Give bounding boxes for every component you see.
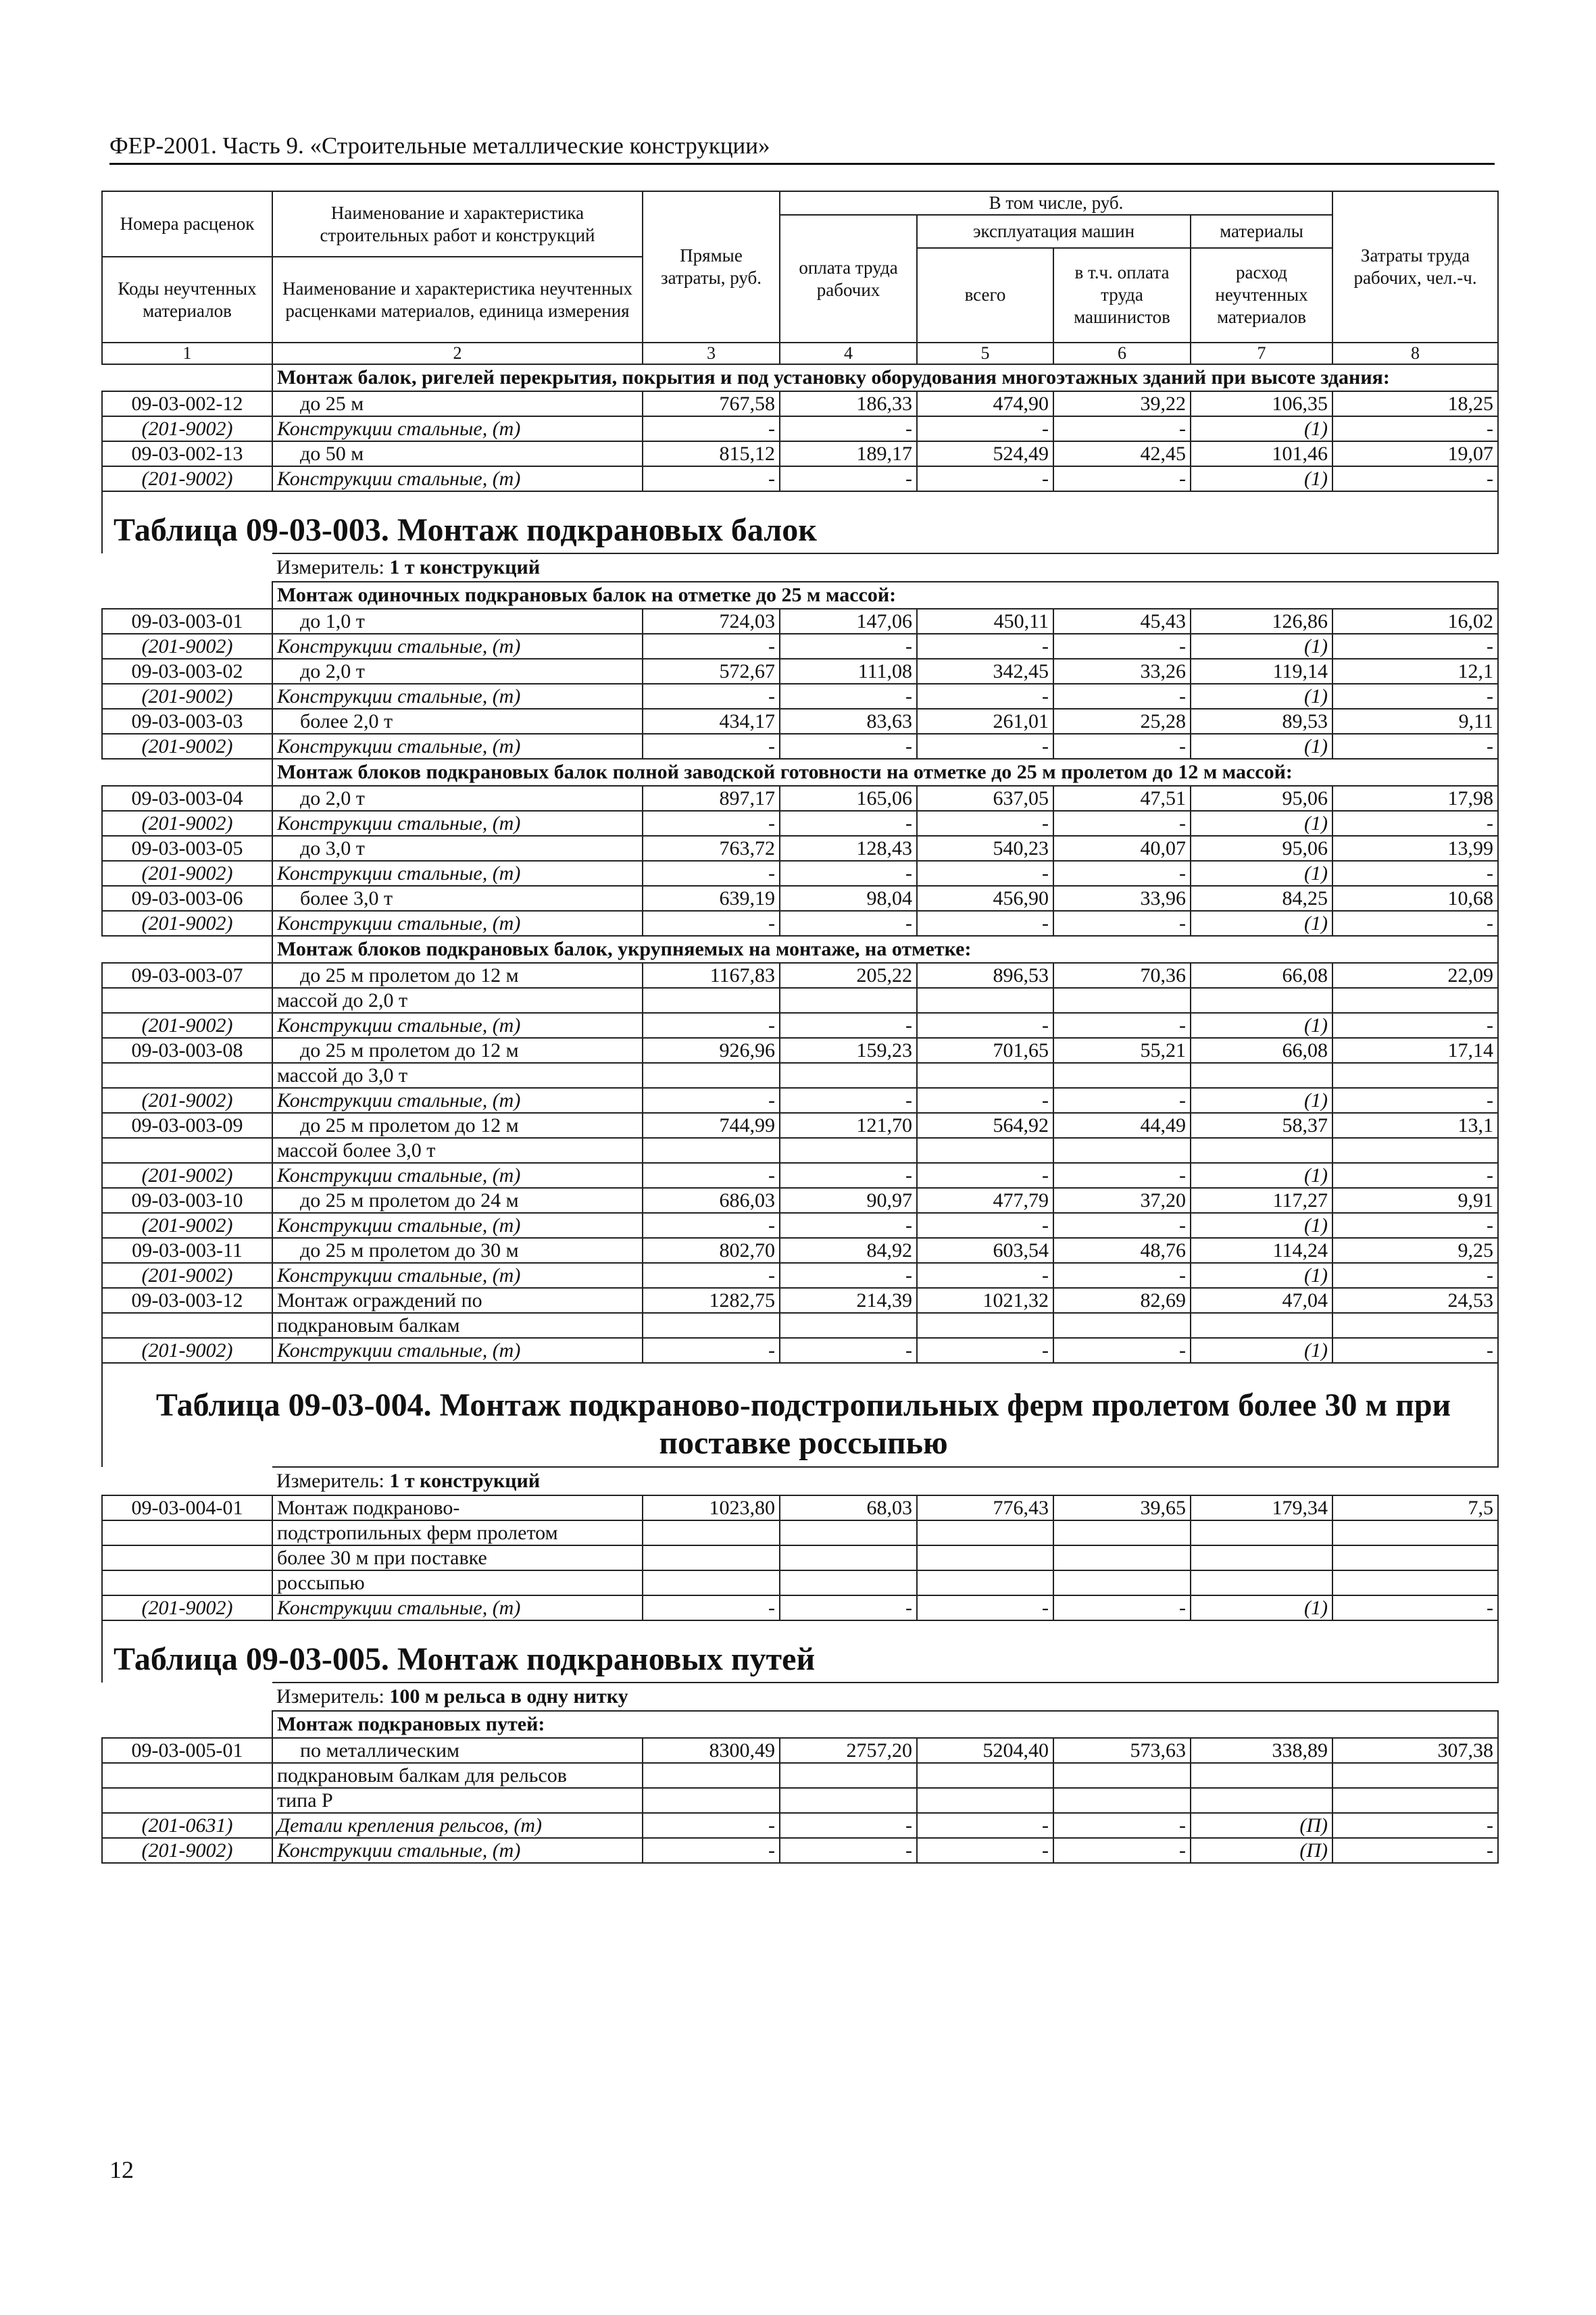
header-row bbox=[102, 191, 1498, 215]
material-row: (201-0631) Детали крепления рельсов, (т) - - - - (П) - bbox=[102, 1813, 1498, 1838]
table-004-measure: Измеритель: 1 т конструкций bbox=[272, 1467, 1498, 1495]
section-heading: Монтаж блоков подкрановых балок полной заводской готовности на отметке до 25 м пролетом до 12 м массой: bbox=[272, 759, 1498, 786]
table-row: 09-03-004-01 Монтаж подкраново- 1023,80 68,03 776,43 39,65 179,34 7,5 bbox=[102, 1495, 1498, 1520]
material-row: (201-9002) Конструкции стальные, (т) - - - - (1) - bbox=[102, 1013, 1498, 1038]
col-direct-header: Прямые затраты, руб. bbox=[643, 191, 780, 343]
table-row: 09-03-003-06 более 3,0 т 639,19 98,04 456,90 33,96 84,25 10,68 bbox=[102, 886, 1498, 911]
material-row: (201-9002) Конструкции стальные, (т) - - - - (1) - bbox=[102, 1163, 1498, 1188]
material-row: (201-9002) Конструкции стальные, (т) - - - - (1) - bbox=[102, 861, 1498, 886]
table-003-measure: Измеритель: 1 т конструкций bbox=[272, 553, 1498, 582]
rates-table: Номера расценок Наименование и характеристика строительных работ и конструкций Прямые затраты, руб. В том числе, руб. Затраты труда рабочих, чел.-ч. оплата труда рабочих эксплуатация машин материалы всего в т.ч. оплата труда машинистов расход неучтенных материалов Коды неучтенных материалов Наименование и характеристика неучтенных расценками материалов, единица измерения 1 2 3 4 5 6 7 8 Монтаж балок, ригелей перекрытия, покрытия и под установку оборудования многоэтажных зданий при высоте здания: 09-03-002-12 до 25 м 767,58 186,33 474,90 39,22 106,35 18,25 (201-9002) Конструкции стальные, (т) - - - - (1) - 09-03-002-13 до 50 м 815,12 189,17 524,49 42,45 101,46 19,07 (201-9002) Конструкции стальные, (т) - - - - (1) - Таблица 09-03-003. Монтаж подкрановых балок Измеритель: 1 т конструкций Монтаж одиночных подкрановых балок на отметке до 25 м массой: 09-03-003-01 до 1,0 т 724,03 147,06 450,11 45,43 126,86 16,02 (201-9002) Конструкции стальные, (т) - - - - (1) - 09-03-003-02 до 2,0 т 572,67 111,08 342,45 33,26 119,14 12,1 (201-9002) Конструкции стальные, (т) - - - - (1) - 09-03-003-03 более 2,0 т 434,17 83,63 261,01 25,28 89,53 9,11 (201-9002) Конструкции стальные, (т) - - - - (1) - Монтаж блоков подкрановых балок полной заводской готовности на отметке до 25 м пролетом до 12 м массой: 09-03-003-04 до 2,0 т 897,17 165,06 637,05 47,51 95,06 17,98 (201-9002) Конструкции стальные, (т) - - - - (1) - 09-03-003-05 до 3,0 т 763,72 128,43 540,23 40,07 95,06 13,99 (201-9002) Конструкции стальные, (т) - - - - (1) - 09-03-003-06 более 3,0 т 639,19 98,04 456,90 33,96 84,25 10,68 (201-9002) Конструкции стальные, (т) - - - - (1) - Монтаж блоков подкрановых балок, укрупняемых на монтаже, на отметке: 09-03-003-07 до 25 м пролетом до 12 м 1167,83 205,22 896,53 70,36 66,08 22,09 массой до 2,0 т (201-9002) Конструкции стальные, (т) - - - - (1) - 09-03-003-08 до 25 м пролетом до 12 м 926,96 159,23 701,65 55,21 66,08 17,14 массой до 3,0 т (201-9002) Конструкции стальные, (т) - - - - (1) - 09-03-003-09 до 25 м пролетом до 12 м 744,99 121,70 564,92 44,49 58,37 13,1 массой более 3,0 т (201-9002) Конструкции стальные, (т) - - - - (1) - 09-03-003-10 до 25 м пролетом до 24 м 686,03 90,97 477,79 37,20 117,27 9,91 (201-9002) Конструкции стальные, (т) - - - - (1) - 09-03-003-11 до 25 м пролетом до 30 м 802,70 84,92 603,54 48,76 114,24 9,25 (201-9002) Конструкции стальные, (т) - - - - (1) - 09-03-003-12 Монтаж ограждений по 1282,75 214,39 1021,32 82,69 47,04 24,53 подкрановым балкам (201-9002) Конструкции стальные, (т) - - - - (1) - Таблица 09-03-004. Монтаж подкраново-подстропильных ферм пролетом более 30 м при поставке россыпью Измеритель: 1 т конструкций 09-03-004-01 Монтаж подкраново- 1023,80 68,03 776,43 39,65 179,34 7,5 подстропильных ферм пролетом более 30 м при поставке россыпью (201-9002) Конструкции стальные, (т) - - - - (1) - Таблица 09-03-005. Монтаж подкрановых путей Измеритель: 100 м рельса в одну нитку Монтаж подкрановых путей: 09-03-005-01 по металлическим 8300,49 2757,20 5204,40 573,63 338,89 307,38 подкрановым балкам для рельсов типа Р (201-0631) Детали крепления рельсов, (т) - - - - (П) - (201-9002) Конструкции стальные, (т) - - - - (П) - bbox=[101, 191, 1499, 1864]
table-row: 09-03-003-05 до 3,0 т 763,72 128,43 540,23 40,07 95,06 13,99 bbox=[102, 836, 1498, 861]
table-row: 09-03-003-02 до 2,0 т 572,67 111,08 342,45 33,26 119,14 12,1 bbox=[102, 659, 1498, 684]
col-machines-header: эксплуатация машин bbox=[917, 215, 1191, 248]
table-row: 09-03-005-01 по металлическим 8300,49 2757,20 5204,40 573,63 338,89 307,38 bbox=[102, 1738, 1498, 1763]
col-group-header: В том числе, руб. bbox=[780, 191, 1332, 215]
table-row: 09-03-003-01 до 1,0 т 724,03 147,06 450,11 45,43 126,86 16,02 bbox=[102, 609, 1498, 634]
col-materials-header: материалы bbox=[1191, 215, 1332, 248]
section-heading: Монтаж балок, ригелей перекрытия, покрытия и под установку оборудования многоэтажных зданий при высоте здания: bbox=[272, 364, 1498, 391]
material-row: (201-9002) Конструкции стальные, (т) - - - - (1) - bbox=[102, 911, 1498, 936]
material-row: (201-9002) Конструкции стальные, (т) - - - - (1) - bbox=[102, 416, 1498, 441]
table-row: 09-03-002-13 до 50 м 815,12 189,17 524,49 42,45 101,46 19,07 bbox=[102, 441, 1498, 466]
material-row: (201-9002) Конструкции стальные, (т) - - - - (1) - bbox=[102, 634, 1498, 659]
col-hours-header: Затраты труда рабочих, чел.-ч. bbox=[1332, 191, 1498, 343]
col-matcode-header: Коды неучтенных материалов bbox=[102, 257, 272, 343]
material-row: (201-9002) Конструкции стальные, (т) - - - - (1) - bbox=[102, 1595, 1498, 1620]
material-row: (201-9002) Конструкции стальные, (т) - - - - (1) - bbox=[102, 1263, 1498, 1288]
table-row: 09-03-003-03 более 2,0 т 434,17 83,63 261,01 25,28 89,53 9,11 bbox=[102, 709, 1498, 734]
table-004-title: Таблица 09-03-004. Монтаж подкраново-подстропильных ферм пролетом более 30 м при поставке россыпью bbox=[102, 1363, 1498, 1467]
col-code-header: Номера расценок bbox=[102, 191, 272, 257]
material-row: (201-9002) Конструкции стальные, (т) - - - - (1) - bbox=[102, 811, 1498, 836]
table-row: 09-03-003-10 до 25 м пролетом до 24 м 686,03 90,97 477,79 37,20 117,27 9,91 bbox=[102, 1188, 1498, 1213]
section-heading: Монтаж одиночных подкрановых балок на отметке до 25 м массой: bbox=[272, 582, 1498, 609]
material-row: (201-9002) Конструкции стальные, (т) - - - - (1) - bbox=[102, 466, 1498, 491]
material-row: (201-9002) Конструкции стальные, (т) - - - - (1) - bbox=[102, 1213, 1498, 1238]
column-numbers-row: 1 2 3 4 5 6 7 8 bbox=[102, 343, 1498, 364]
col-mach-total-header: всего bbox=[917, 248, 1053, 343]
col-name-header: Наименование и характеристика строительных работ и конструкций bbox=[272, 191, 643, 257]
material-row: (201-9002) Конструкции стальные, (т) - - - - (1) - bbox=[102, 684, 1498, 709]
table-005-title: Таблица 09-03-005. Монтаж подкрановых путей bbox=[102, 1620, 1498, 1683]
page-number: 12 bbox=[109, 2156, 134, 2183]
col-labor-header: оплата труда рабочих bbox=[780, 215, 917, 343]
section-heading: Монтаж подкрановых путей: bbox=[272, 1711, 1498, 1738]
table-row: 09-03-002-12 до 25 м 767,58 186,33 474,90 39,22 106,35 18,25 bbox=[102, 391, 1498, 416]
material-row: (201-9002) Конструкции стальные, (т) - - - - (1) - bbox=[102, 1088, 1498, 1113]
table-row: 09-03-003-11 до 25 м пролетом до 30 м 802,70 84,92 603,54 48,76 114,24 9,25 bbox=[102, 1238, 1498, 1263]
table-row: 09-03-003-12 Монтаж ограждений по 1282,75 214,39 1021,32 82,69 47,04 24,53 bbox=[102, 1288, 1498, 1313]
material-row: (201-9002) Конструкции стальные, (т) - - - - (П) - bbox=[102, 1838, 1498, 1863]
table-005-measure: Измеритель: 100 м рельса в одну нитку bbox=[272, 1683, 1498, 1711]
table-row: 09-03-003-04 до 2,0 т 897,17 165,06 637,05 47,51 95,06 17,98 bbox=[102, 786, 1498, 811]
page-header: ФЕР-2001. Часть 9. «Строительные металлические конструкции» bbox=[109, 132, 1495, 165]
material-row: (201-9002) Конструкции стальные, (т) - - - - (1) - bbox=[102, 734, 1498, 759]
col-mat-header: расход неучтенных материалов bbox=[1191, 248, 1332, 343]
table-row: 09-03-003-08 до 25 м пролетом до 12 м 926,96 159,23 701,65 55,21 66,08 17,14 bbox=[102, 1038, 1498, 1063]
table-003-title: Таблица 09-03-003. Монтаж подкрановых балок bbox=[102, 491, 1498, 553]
table-row: 09-03-003-09 до 25 м пролетом до 12 м 744,99 121,70 564,92 44,49 58,37 13,1 bbox=[102, 1113, 1498, 1138]
col-mach-labor-header: в т.ч. оплата труда машинистов bbox=[1053, 248, 1191, 343]
section-heading: Монтаж блоков подкрановых балок, укрупняемых на монтаже, на отметке: bbox=[272, 936, 1498, 963]
col-matname-header: Наименование и характеристика неучтенных расценками материалов, единица измерения bbox=[272, 257, 643, 343]
material-row: (201-9002) Конструкции стальные, (т) - - - - (1) - bbox=[102, 1338, 1498, 1363]
table-row: 09-03-003-07 до 25 м пролетом до 12 м 1167,83 205,22 896,53 70,36 66,08 22,09 bbox=[102, 963, 1498, 988]
